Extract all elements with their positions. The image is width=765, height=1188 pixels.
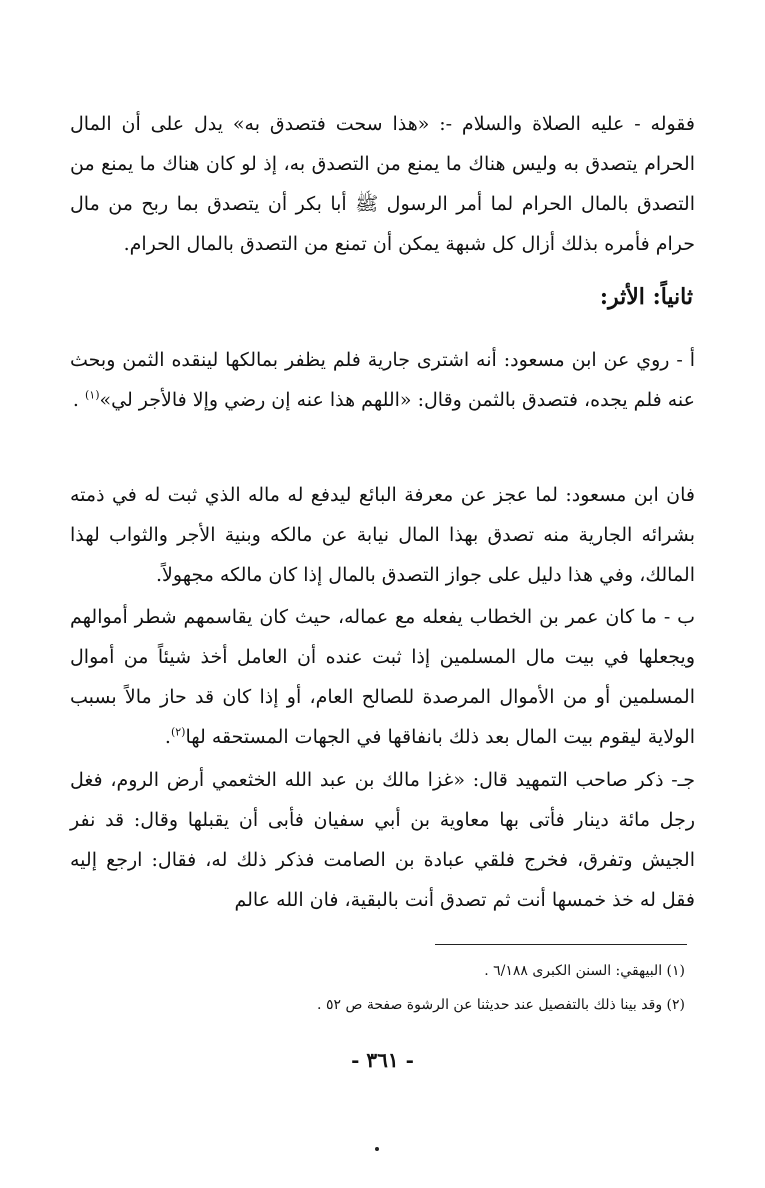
paragraph-tamhid-report: جـ- ذكر صاحب التمهيد قال: «غزا مالك بن عبد الله الخثعمي أرض الروم، فغل رجل مائة دينار فأتى بها معاوية بن أبي سفيان فأبى أن يقبلها وقال: قد نفر الجيش وتفرق، فخرج فلقي عبادة بن الصامت فذكر ذلك له، فقال: ارجع إليه فقل له خذ خمسها أنت ثم تصدق أنت بالبقية، فان الله عالم <box>70 769 695 911</box>
paragraph-ibn-masud-report <box>70 340 695 420</box>
footnote-ref-2: (٢) <box>170 725 186 739</box>
footnote-1: (١) البيهقي: السنن الكبرى ٦/١٨٨ . <box>484 963 685 979</box>
paragraph-text: أ - روي عن ابن مسعود: أنه اشترى جارية فلم يظفر بمالكها لينقده الثمن وبحث عنه فلم يجده، فتصدق بالثمن وقال: «اللهم هذا عنه إن رضي وإلا فالأجر لي» <box>70 349 695 411</box>
paragraph-text: ب - ما كان عمر بن الخطاب يفعله مع عماله، حيث كان يقاسمهم شطر أموالهم ويجعلها في بيت مال المسلمين إذا ثبت عنده أن العامل أخذ شيئاً من أموال المسلمين أو من الأموال المرصدة للصالح العام، أو إذا كان قد حاز مالاً بسبب الولاية ليقوم بيت المال بعد ذلك بانفاقها في الجهات المستحقه لها <box>70 606 695 748</box>
footnote-divider <box>435 944 687 945</box>
scan-speck <box>375 1147 379 1151</box>
paragraph-end: . <box>72 389 85 411</box>
section-heading-athar: ثانياً: الأثر: <box>599 284 693 310</box>
footnote-ref-1: (١) <box>85 388 100 402</box>
paragraph-end: . <box>164 726 171 748</box>
paragraph-ibn-masud-analysis: فان ابن مسعود: لما عجز عن معرفة البائع ليدفع له ماله الذي ثبت له في ذمته بشرائه الجارية منه تصدق بهذا المال نيابة عن مالكه وبنية الأجر والثواب لهذا المالك، وفي هذا دليل على جواز التصدق بالمال إذا كان مالكه مجهولاً. <box>70 484 695 586</box>
paragraph-umar-report <box>70 597 695 757</box>
paragraph-hadith-commentary: فقوله - عليه الصلاة والسلام -: «هذا سحت فتصدق به» يدل على أن المال الحرام يتصدق به وليس هناك ما يمنع من التصدق به، إذ لو كان هناك ما يمنع من التصدق بالمال الحرام لما أمر الرسول ﷺ أبا بكر أن يتصدق بما ربح من مال حرام فأمره بذلك أزال كل شبهة يمكن أن تمنع من التصدق بالمال الحرام. <box>70 113 695 255</box>
footnote-2: (٢) وقد بينا ذلك بالتفصيل عند حديثنا عن الرشوة صفحة ص ٥٢ . <box>317 997 685 1013</box>
page-number: - ٣٦١ - <box>351 1048 414 1072</box>
